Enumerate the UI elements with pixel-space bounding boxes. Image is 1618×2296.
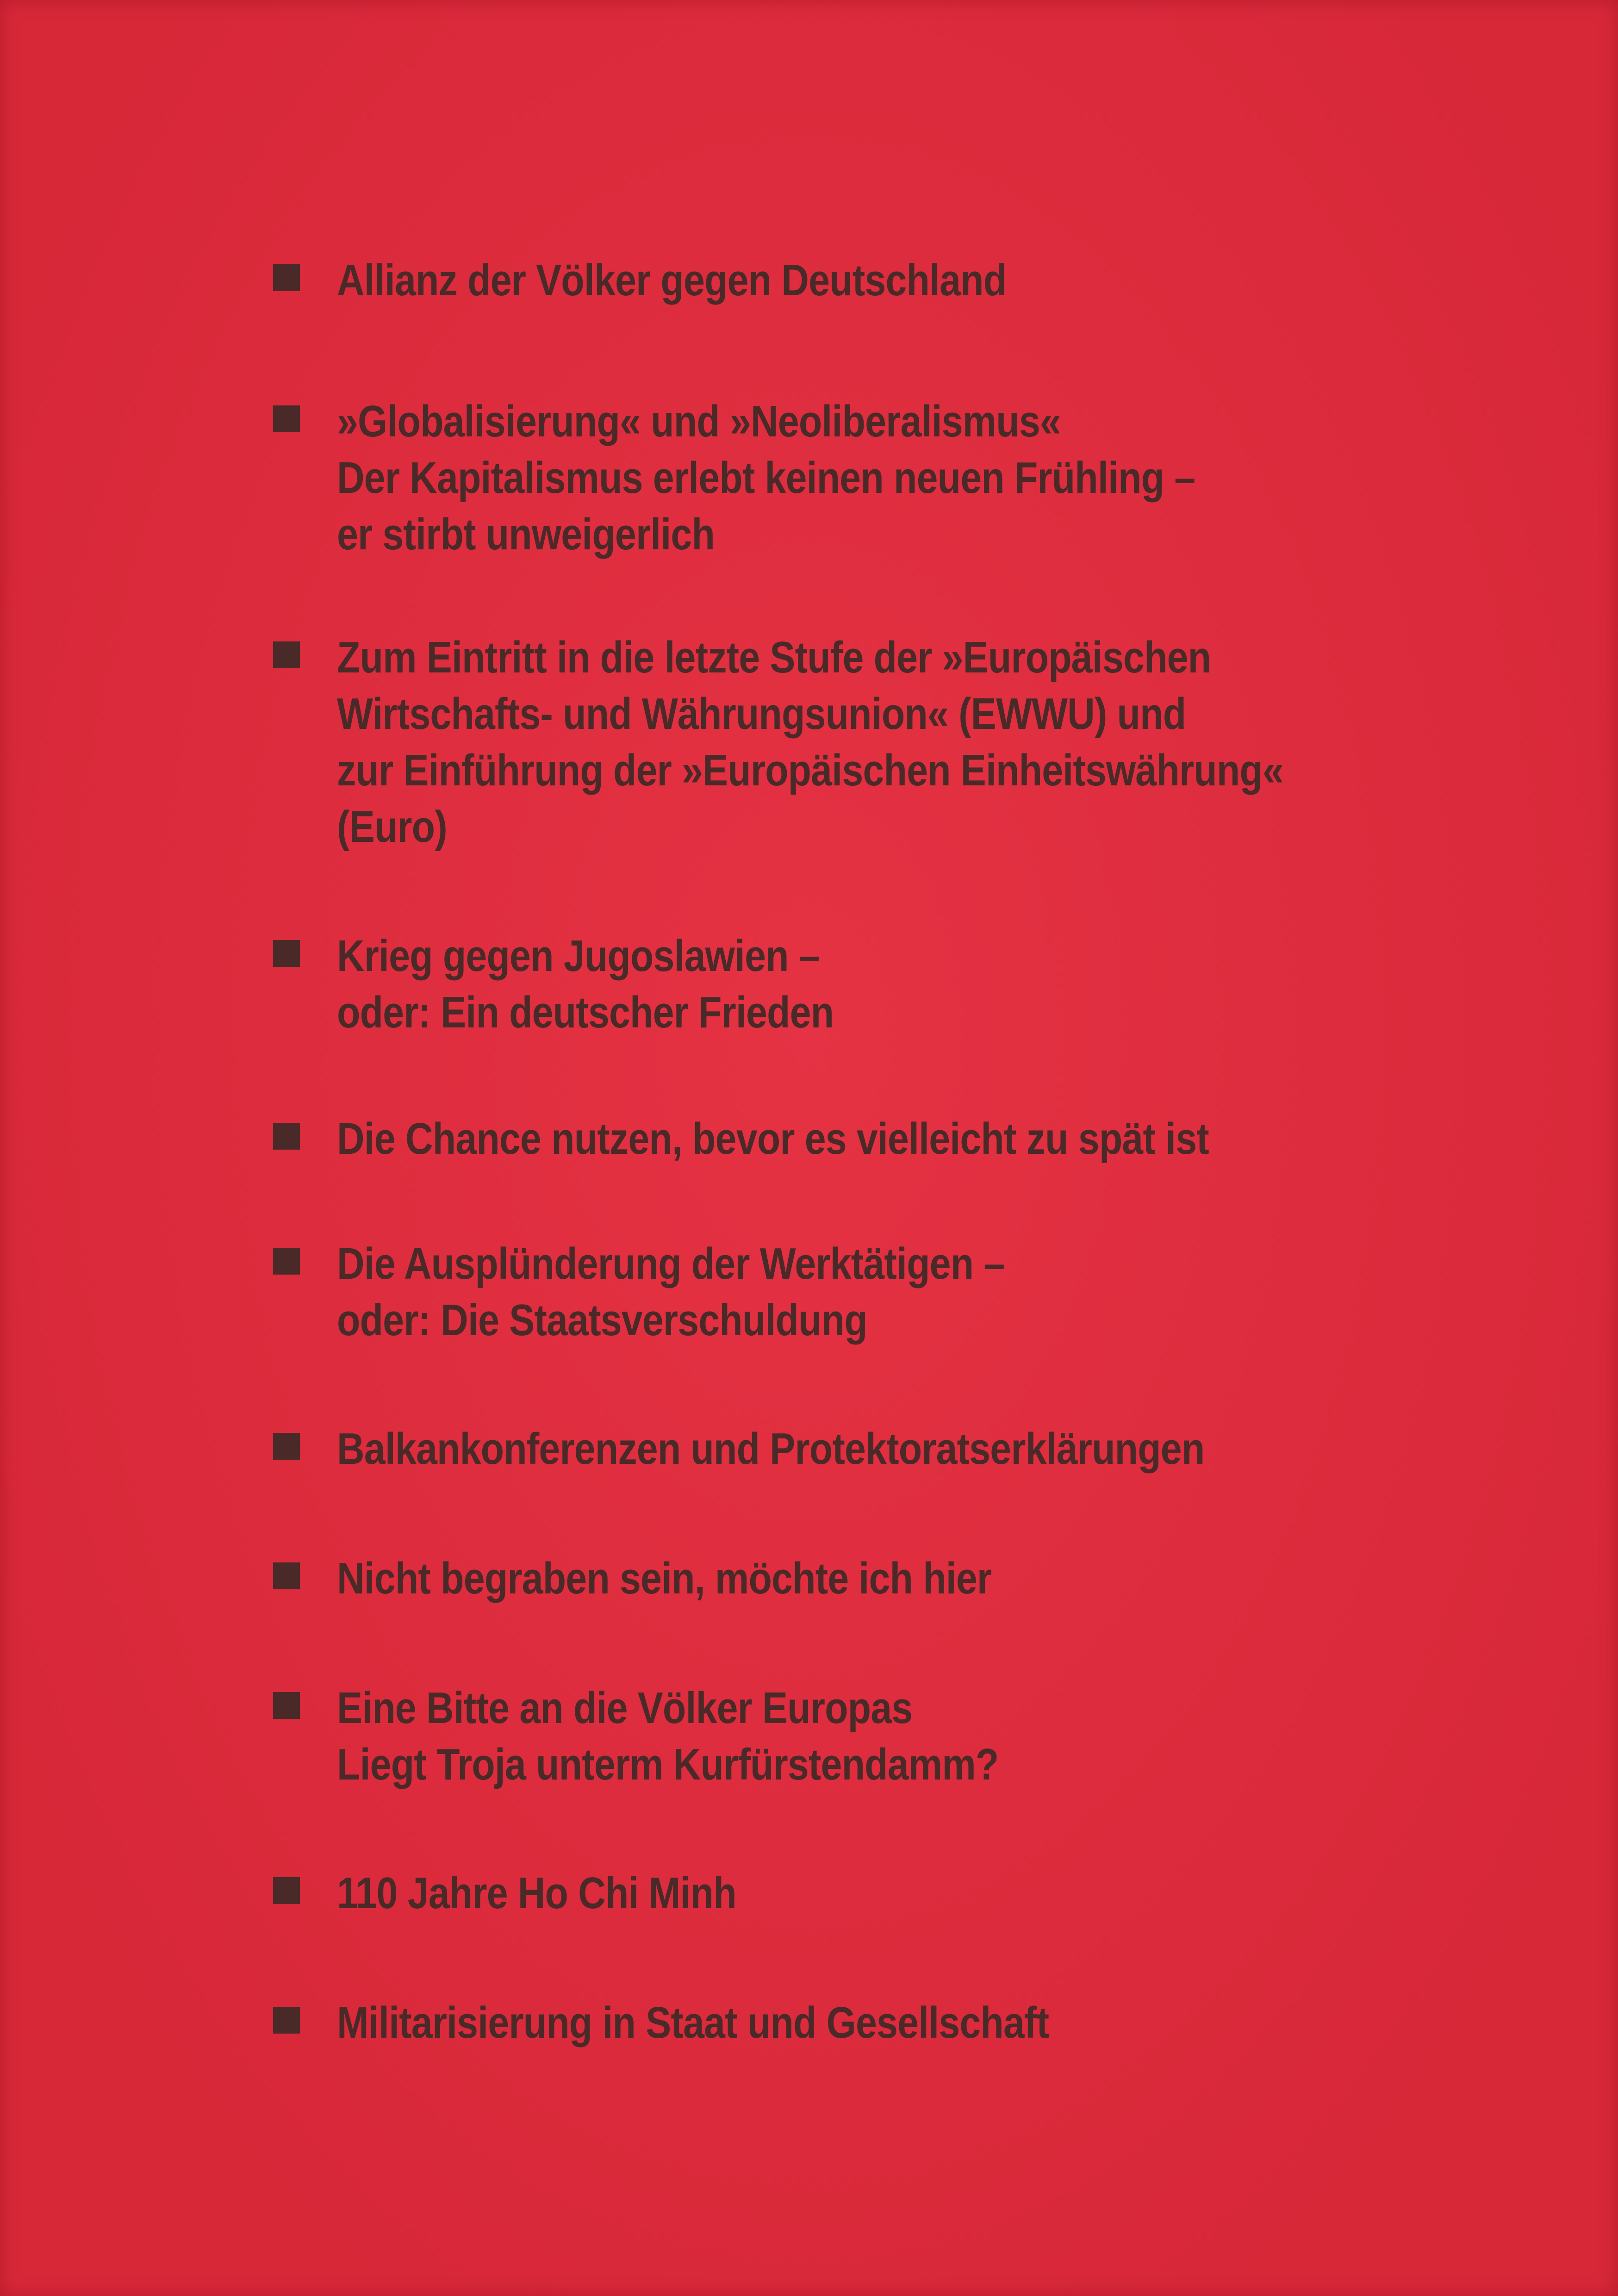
- list-item-line: (Euro): [337, 802, 447, 852]
- list-item-text: [337, 928, 915, 1041]
- list-item-text: [337, 252, 1115, 309]
- list-item: [273, 252, 1115, 309]
- list-item: [273, 1550, 1098, 1607]
- list-item-text: [337, 1865, 801, 1922]
- list-item-text: [337, 1680, 1106, 1793]
- list-item-line: »Globalisierung« und »Neoliberalismus«: [337, 397, 1061, 446]
- list-item-text: [337, 1236, 1113, 1349]
- list-item-line: er stirbt unweigerlich: [337, 510, 715, 559]
- list-item-line: Eine Bitte an die Völker Europas: [337, 1683, 913, 1733]
- list-item-line: oder: Ein deutscher Frieden: [337, 988, 834, 1037]
- list-item: [273, 1236, 1113, 1349]
- square-bullet-icon: [273, 1562, 300, 1589]
- square-bullet-icon: [273, 264, 300, 291]
- list-item-text: [337, 393, 1335, 563]
- list-item-text: [337, 629, 1438, 855]
- list-item: [273, 928, 915, 1041]
- list-item: [273, 393, 1335, 563]
- square-bullet-icon: [273, 1123, 300, 1150]
- list-item-line: Militarisierung in Staat und Gesellschaft: [337, 1998, 1049, 2047]
- list-item: [273, 1865, 801, 1922]
- list-item-line: Der Kapitalismus erlebt keinen neuen Frühling –: [337, 453, 1195, 503]
- list-item-line: Die Chance nutzen, bevor es vielleicht zu spät ist: [337, 1114, 1209, 1164]
- list-item-line: Krieg gegen Jugoslawien –: [337, 931, 820, 981]
- square-bullet-icon: [273, 1692, 300, 1719]
- list-item-line: Die Ausplünderung der Werktätigen –: [337, 1239, 1005, 1288]
- square-bullet-icon: [273, 1877, 300, 1904]
- list-item-line: Balkankonferenzen und Protektoratserklärungen: [337, 1424, 1205, 1474]
- list-item: [273, 629, 1438, 855]
- list-item: [273, 1995, 1165, 2051]
- list-item-line: Nicht begraben sein, möchte ich hier: [337, 1554, 992, 1603]
- list-item-text: [337, 1550, 1098, 1607]
- list-item-line: Allianz der Völker gegen Deutschland: [337, 255, 1007, 305]
- list-item-line: Liegt Troja unterm Kurfürstendamm?: [337, 1740, 999, 1789]
- square-bullet-icon: [273, 1433, 300, 1460]
- list-item-line: Wirtschafts- und Währungsunion« (EWWU) und: [337, 689, 1186, 739]
- list-item-line: zur Einführung der »Europäischen Einheitswährung«: [337, 746, 1284, 795]
- list-item-line: 110 Jahre Ho Chi Minh: [337, 1868, 736, 1918]
- list-item-line: oder: Die Staatsverschuldung: [337, 1295, 867, 1345]
- list-item-text: [337, 1111, 1351, 1167]
- square-bullet-icon: [273, 1248, 300, 1275]
- square-bullet-icon: [273, 405, 300, 432]
- list-item: [273, 1421, 1346, 1477]
- list-item-text: [337, 1995, 1165, 2051]
- list-item: [273, 1680, 1106, 1793]
- square-bullet-icon: [273, 2007, 300, 2034]
- list-item-text: [337, 1421, 1346, 1477]
- square-bullet-icon: [273, 940, 300, 967]
- square-bullet-icon: [273, 641, 300, 668]
- list-item-line: Zum Eintritt in die letzte Stufe der »Europäischen: [337, 633, 1211, 682]
- list-item: [273, 1111, 1351, 1167]
